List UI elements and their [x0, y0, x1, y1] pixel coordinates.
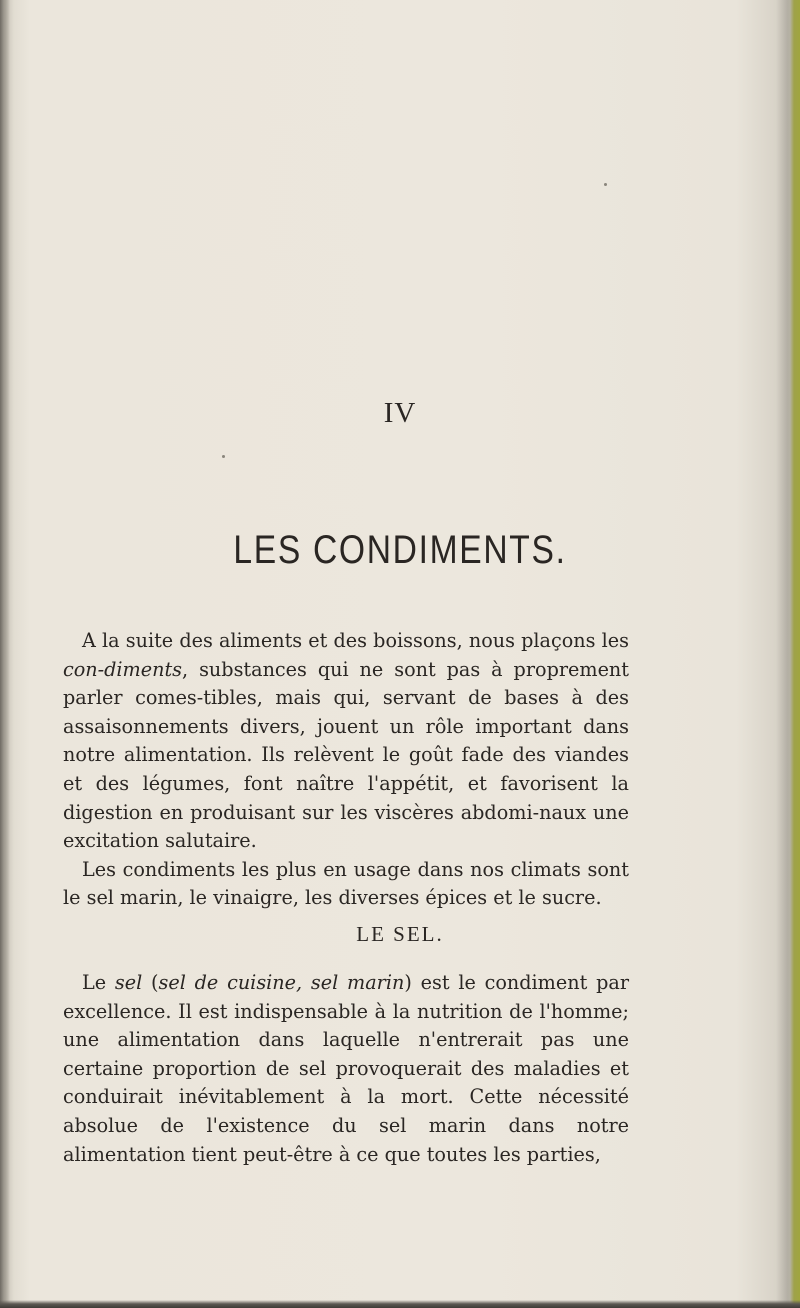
page-right-edge	[786, 0, 800, 1308]
intro-p1-emphasis: con-diments	[63, 657, 183, 681]
page-left-edge	[0, 0, 10, 1308]
intro-text	[63, 627, 629, 913]
paper-speck	[222, 455, 225, 458]
intro-p1-text-a: A la suite des aliments et des boissons, nous plaçons les	[82, 629, 629, 652]
page-bottom-edge	[0, 1300, 800, 1308]
sel-text	[63, 969, 629, 1169]
chapter-number: IV	[383, 397, 417, 429]
sel-rest: ) est le condiment par excellence. Il est indispensable à la nutrition de l'homme; une alimentation dans laquelle n'entrerait pas une certaine proportion de sel provoquerait des maladies et conduirait inévitablement à la mort. Cette nécessité absolue de l'existence du sel marin dans notre alimentation tient peut-être à ce que toutes les parties,	[63, 971, 629, 1166]
sel-emphasis-2: sel de cuisine, sel marin	[158, 971, 405, 994]
sel-emphasis-1: sel	[114, 971, 143, 994]
chapter-title: LES CONDIMENTS.	[233, 528, 567, 572]
section-title: LE SEL.	[356, 922, 444, 946]
sel-paragraph	[63, 969, 629, 1169]
intro-paragraph-2: Les condiments les plus en usage dans nos climats sont le sel marin, le vinaigre, les diverses épices et le sucre.	[63, 857, 629, 910]
sel-open-paren: (	[142, 971, 159, 994]
paper-speck	[604, 183, 607, 186]
intro-p1-text-b: , substances qui ne sont pas à proprement parler comes-tibles, mais qui, servant de bases à des assaisonnements divers, jouent un rôle important dans notre alimentation. Ils relèvent le goût fade des viandes et des légumes, font naître l'appétit, et favorisent la digestion en produisant sur les viscères abdomi-naux une excitation salutaire.	[63, 657, 629, 853]
intro-paragraph-1	[63, 627, 629, 856]
sel-lead: Le	[82, 971, 115, 994]
